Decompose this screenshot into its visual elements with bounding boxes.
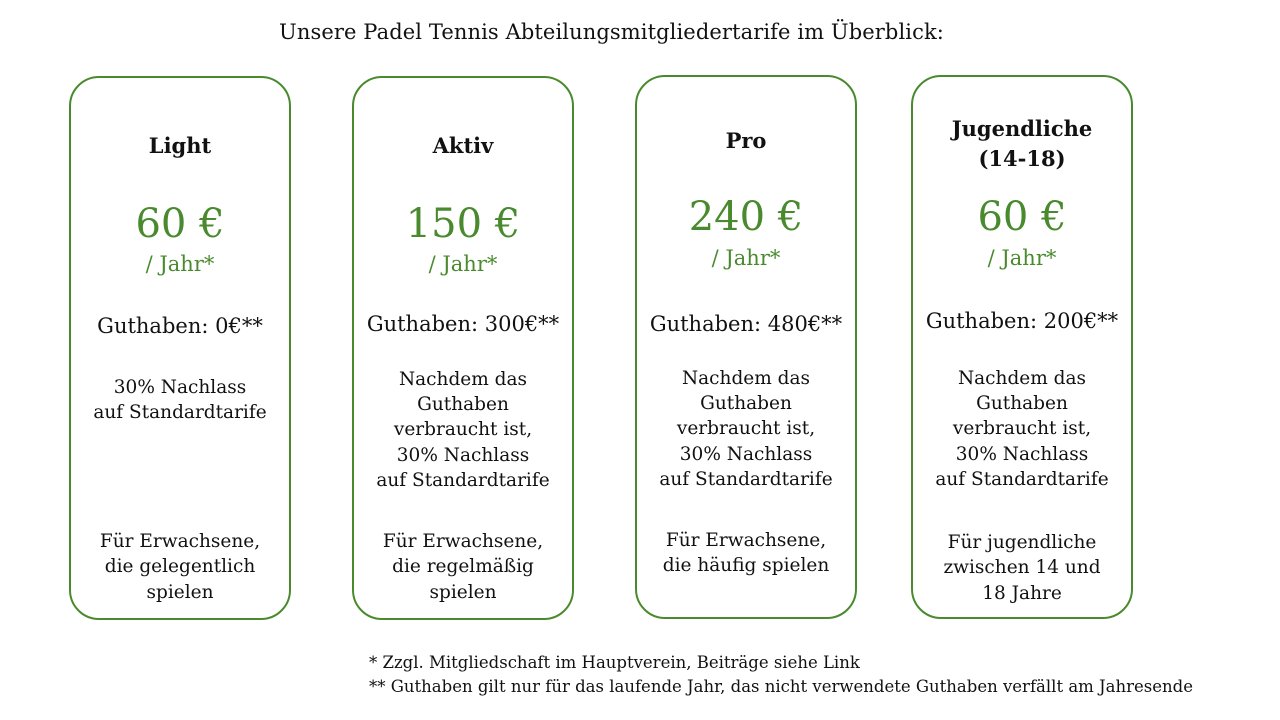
tariff-period: / Jahr* xyxy=(428,252,498,276)
tariff-audience-line: die regelmäßig xyxy=(392,556,534,577)
tariff-discount-line: verbraucht ist, xyxy=(952,418,1092,439)
tariff-period: / Jahr* xyxy=(711,246,781,270)
tariff-name: (14-18) xyxy=(978,146,1066,171)
tariff-name: Aktiv xyxy=(432,133,494,158)
tariff-discount-line: auf Standardtarife xyxy=(935,469,1109,490)
tariff-discount-line: auf Standardtarife xyxy=(659,469,833,490)
page-title: Unsere Padel Tennis Abteilungsmitgliedertarife im Überblick: xyxy=(279,20,944,44)
tariff-discount-line: Guthaben xyxy=(700,393,792,414)
tariff-audience-line: Für Erwachsene, xyxy=(382,531,544,552)
tariff-discount-line: 30% Nachlass xyxy=(113,377,247,398)
tariff-discount-line: 30% Nachlass xyxy=(679,444,813,465)
tariff-discount-line: 30% Nachlass xyxy=(396,445,530,466)
tariff-card-jugendliche xyxy=(911,75,1133,619)
tariff-audience-line: Für Erwachsene, xyxy=(665,530,827,551)
tariff-audience-line: Für Erwachsene, xyxy=(99,531,261,552)
tariff-name: Light xyxy=(148,133,212,158)
tariff-credit: Guthaben: 0€** xyxy=(97,314,263,338)
tariff-audience-line: Für jugendliche xyxy=(947,532,1097,553)
tariff-name: Jugendliche xyxy=(951,116,1093,141)
tariff-credit: Guthaben: 480€** xyxy=(649,312,843,336)
tariff-audience-line: die häufig spielen xyxy=(662,555,830,576)
tariff-credit: Guthaben: 300€** xyxy=(366,312,560,336)
tariff-discount-line: 30% Nachlass xyxy=(955,444,1089,465)
tariff-card-pro xyxy=(635,75,857,619)
tariff-audience-line: spielen xyxy=(146,582,214,603)
tariff-audience-line: die gelegentlich xyxy=(104,556,256,577)
tariff-period: / Jahr* xyxy=(987,246,1057,270)
footnotes xyxy=(369,651,1193,699)
tariff-discount-line: Guthaben xyxy=(417,394,509,415)
tariff-discount-line: auf Standardtarife xyxy=(93,402,267,423)
tariff-discount-line: verbraucht ist, xyxy=(393,419,533,440)
tariff-name: Pro xyxy=(725,128,767,153)
tariff-audience-line: zwischen 14 und xyxy=(943,557,1101,578)
footnote-credit: ** Guthaben gilt nur für das laufende Jahr, das nicht verwendete Guthaben verfällt am Jahresende xyxy=(369,677,1193,696)
tariff-price: 60 € xyxy=(977,194,1067,240)
tariff-credit: Guthaben: 200€** xyxy=(925,309,1119,333)
tariff-discount-line: auf Standardtarife xyxy=(376,470,550,491)
tariff-discount-line: Guthaben xyxy=(976,393,1068,414)
tariff-audience-line: spielen xyxy=(429,582,497,603)
tariff-price: 240 € xyxy=(688,194,804,240)
tariff-discount-line: verbraucht ist, xyxy=(676,418,816,439)
footnote-membership: * Zzgl. Mitgliedschaft im Hauptverein, Beiträge siehe Link xyxy=(369,653,860,672)
tariff-discount-line: Nachdem das xyxy=(681,368,811,389)
tariff-card-light xyxy=(69,76,291,620)
tariff-discount-line: Nachdem das xyxy=(957,368,1087,389)
tariff-card-aktiv xyxy=(352,76,574,620)
tariff-audience-line: 18 Jahre xyxy=(982,583,1062,604)
tariff-discount-line: Nachdem das xyxy=(398,369,528,390)
tariff-period: / Jahr* xyxy=(145,252,215,276)
tariff-price: 60 € xyxy=(135,201,225,247)
tariff-price: 150 € xyxy=(405,201,521,247)
